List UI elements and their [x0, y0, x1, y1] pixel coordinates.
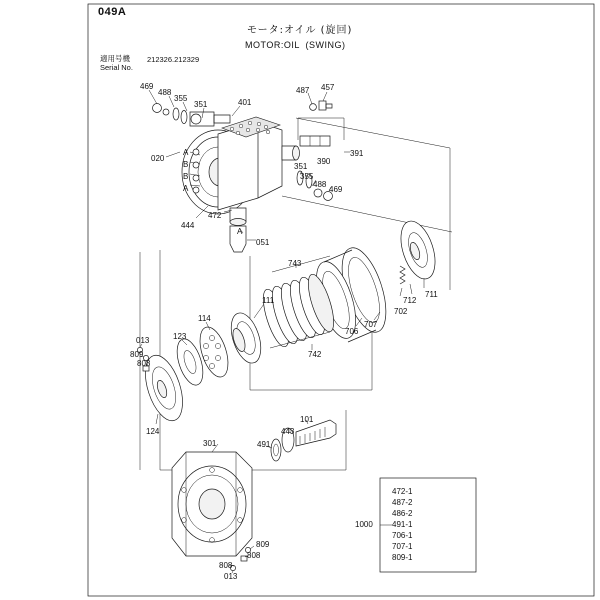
callout-020: 020	[151, 154, 165, 163]
callout-124: 124	[146, 427, 160, 436]
callout-742: 742	[308, 350, 322, 359]
title-english: MOTOR:OIL (SWING)	[245, 40, 346, 50]
callout-port-b-2: B	[183, 172, 189, 181]
callout-123: 123	[173, 332, 187, 341]
legend-item-6: 809-1	[392, 553, 413, 562]
callout-457: 457	[321, 83, 335, 92]
callout-355-a: 355	[174, 94, 188, 103]
callout-051: 051	[256, 238, 270, 247]
applicable-values: 212326.212329	[147, 55, 200, 64]
callout-488-b: 488	[313, 180, 327, 189]
callout-114: 114	[198, 314, 211, 323]
callout-111: 111	[262, 296, 275, 305]
applicable-label-en: Serial No.	[100, 63, 133, 72]
legend-group-label: 1000	[355, 520, 373, 529]
callout-301: 301	[203, 439, 217, 448]
legend-item-1: 487-2	[392, 498, 413, 507]
callout-712: 712	[403, 296, 417, 305]
callout-808-b: 808	[247, 551, 261, 560]
callout-013-a: 013	[136, 336, 150, 345]
legend-item-0: 472-1	[392, 487, 413, 496]
callout-port-b-1: B	[183, 160, 189, 169]
callout-101: 101	[300, 415, 314, 424]
callout-809-b: 809	[256, 540, 270, 549]
legend-item-5: 707-1	[392, 542, 413, 551]
callout-702: 702	[394, 307, 408, 316]
callout-743: 743	[288, 259, 302, 268]
legend-item-3: 491-1	[392, 520, 413, 529]
title-japanese: モータ:オイル (旋回)	[247, 25, 353, 36]
legend-item-2: 486-2	[392, 509, 413, 518]
callout-444: 444	[181, 221, 195, 230]
callout-808-c: 808	[219, 561, 233, 570]
callout-707: 707	[364, 320, 378, 329]
callout-706: 706	[345, 327, 359, 336]
callout-711: 711	[425, 290, 438, 299]
callout-401: 401	[238, 98, 252, 107]
callout-443: 443	[281, 427, 295, 436]
callout-491: 491	[257, 440, 271, 449]
callout-808-a: 808	[137, 359, 151, 368]
callout-port-a-3: A	[237, 227, 243, 236]
callout-469-b: 469	[329, 185, 343, 194]
callout-355-b: 355	[300, 172, 314, 181]
callout-port-a-1: A	[183, 148, 189, 157]
callout-351-b: 351	[294, 162, 308, 171]
callout-469-a: 469	[140, 82, 154, 91]
callout-391: 391	[350, 149, 364, 158]
applicable-label-jp: 適用号機	[100, 54, 130, 63]
callout-472: 472	[208, 211, 222, 220]
callout-351-a: 351	[194, 100, 208, 109]
page-code: 049A	[98, 6, 127, 18]
callout-013-b: 013	[224, 572, 238, 581]
legend-item-4: 706-1	[392, 531, 413, 540]
callout-487: 487	[296, 86, 310, 95]
callout-port-a-2: A	[183, 184, 189, 193]
callout-809-a: 809	[130, 350, 144, 359]
callout-390: 390	[317, 157, 331, 166]
callout-488-a: 488	[158, 88, 172, 97]
